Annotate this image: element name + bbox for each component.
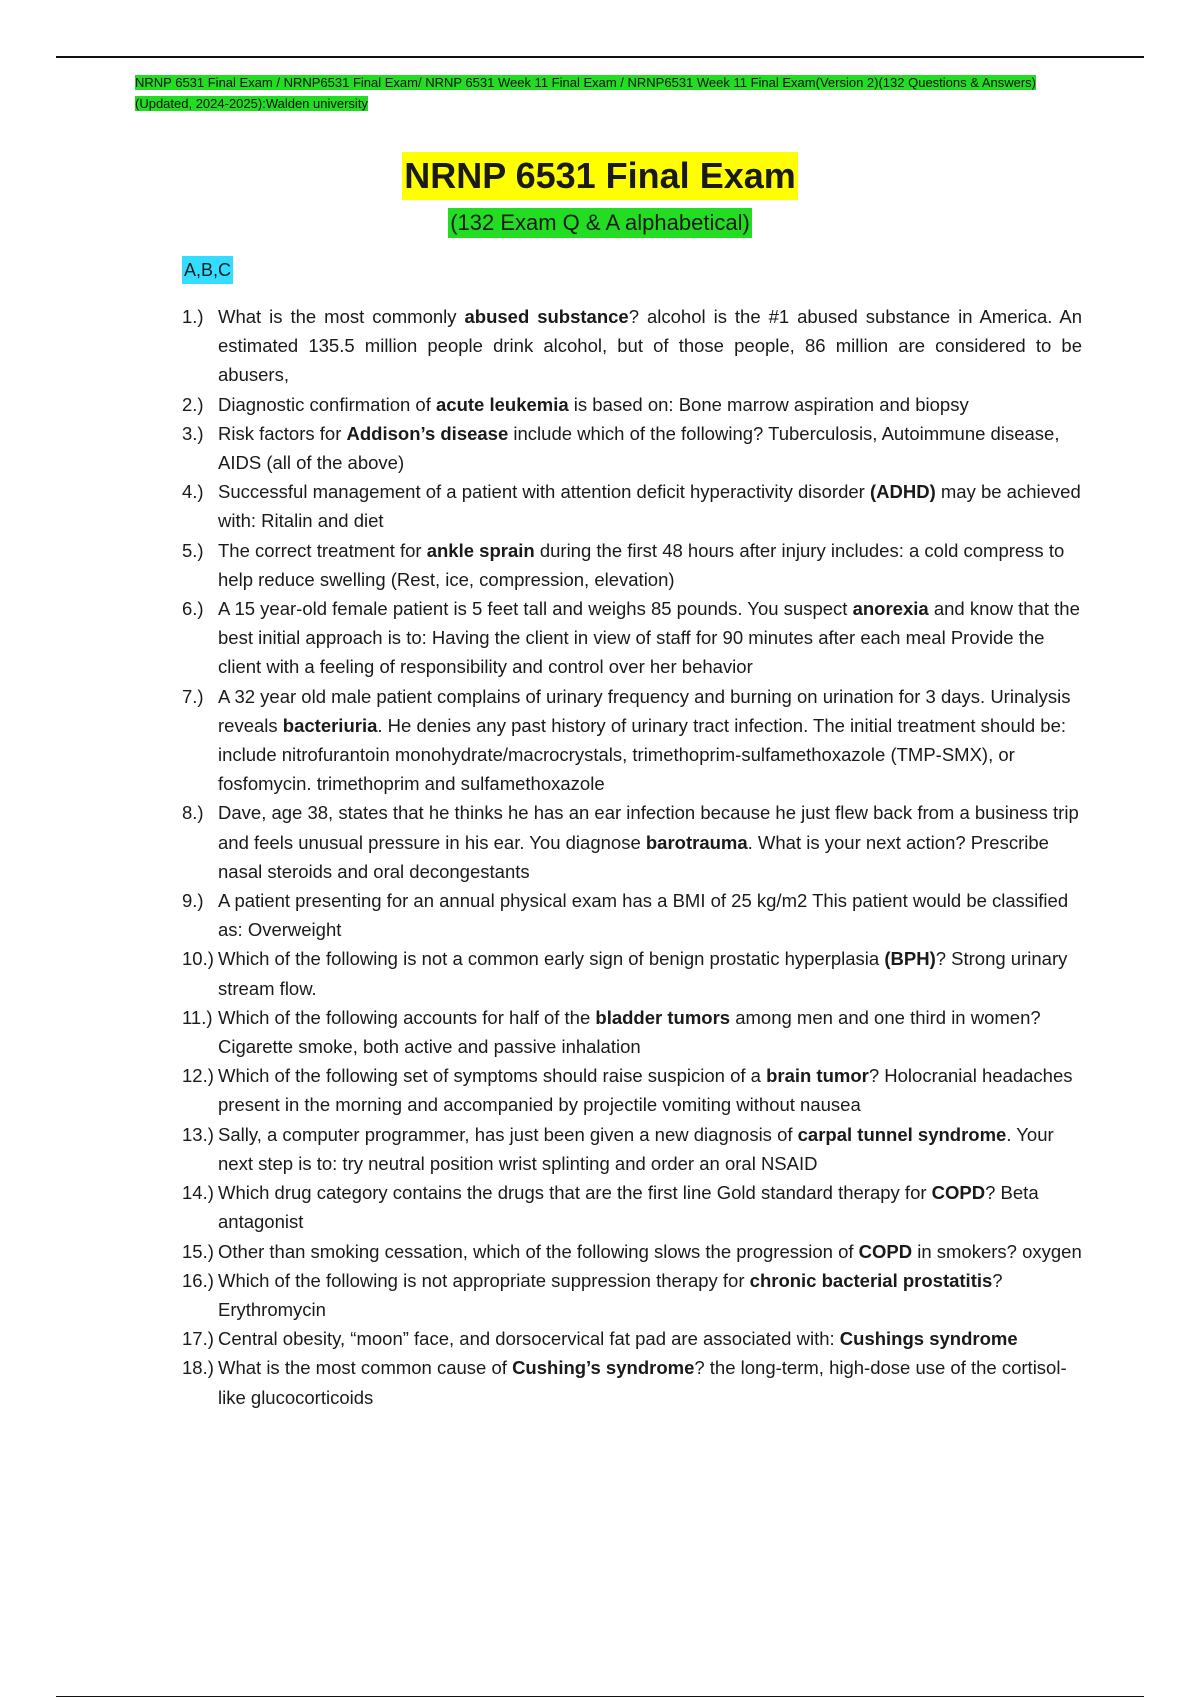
question-keyword: bacteriuria <box>282 714 378 736</box>
question-number: 5.) <box>182 539 204 561</box>
question-text: Central obesity, “moon” face, and dorsocervical fat pad are associated with: <box>218 1328 840 1350</box>
question-text: Diagnostic confirmation of <box>218 393 436 415</box>
question-keyword: acute leukemia <box>436 393 569 415</box>
question-item <box>182 1178 1082 1236</box>
question-number: 11.) <box>182 1006 213 1028</box>
question-keyword: chronic bacterial prostatitis <box>749 1269 993 1291</box>
question-text: Sally, a computer programmer, has just been given a new diagnosis of <box>218 1123 798 1145</box>
question-text: Which of the following accounts for half of the <box>218 1006 596 1028</box>
title-wrap <box>0 152 1200 200</box>
question-number: 4.) <box>182 481 204 503</box>
question-keyword: anorexia <box>852 598 929 620</box>
question-number: 10.) <box>182 948 214 970</box>
question-text: A 15 year-old female patient is 5 feet tall and weighs 85 pounds. You suspect <box>218 598 853 620</box>
header-note <box>135 72 1075 114</box>
question-keyword: COPD <box>931 1182 986 1204</box>
question-item <box>182 419 1082 477</box>
question-number: 6.) <box>182 598 204 620</box>
answer-text: ? Beta antagonist <box>218 1182 1039 1233</box>
page-subtitle: (132 Exam Q & A alphabetical) <box>448 208 752 238</box>
question-keyword: abused substance <box>464 306 629 327</box>
question-item <box>182 1061 1082 1119</box>
question-item <box>182 1003 1082 1061</box>
question-item <box>182 536 1082 594</box>
answer-text: in smokers? oxygen <box>912 1240 1082 1262</box>
question-text: Successful management of a patient with attention deficit hyperactivity disorder <box>218 481 870 503</box>
answer-text: ? Erythromycin <box>218 1269 1003 1320</box>
answer-text: include which of the following? Tuberculosis, Autoimmune disease, AIDS (all of the above) <box>218 422 1060 474</box>
question-keyword: ankle sprain <box>426 539 535 561</box>
question-text: What is the most common cause of <box>218 1357 513 1379</box>
page-title: NRNP 6531 Final Exam <box>402 152 798 200</box>
question-number: 13.) <box>182 1123 214 1145</box>
question-text: Dave, age 38, states that he thinks he has an ear infection because he just flew back from a business trip and feels unusual pressure in his ear. You diagnose <box>218 802 1079 853</box>
question-item <box>182 594 1082 682</box>
question-number: 16.) <box>182 1269 214 1291</box>
question-keyword: barotrauma <box>645 831 748 853</box>
question-text: Which of the following set of symptoms should raise suspicion of a <box>218 1065 767 1087</box>
question-text: A 32 year old male patient complains of urinary frequency and burning on urination for 3 days. Urinalysis reveals <box>218 685 1071 736</box>
question-text: The correct treatment for <box>218 539 427 561</box>
question-item <box>182 886 1082 944</box>
answer-text: . What is your next action? Prescribe nasal steroids and oral decongestants <box>218 831 1049 882</box>
question-number: 15.) <box>182 1240 214 1262</box>
question-item <box>182 390 1082 419</box>
question-number: 12.) <box>182 1065 214 1087</box>
answer-text: during the first 48 hours after injury includes: a cold compress to help reduce swelling (Rest, ice, compression, elevation) <box>218 539 1065 590</box>
question-list <box>182 302 1082 1412</box>
question-number: 8.) <box>182 802 204 824</box>
answer-text: among men and one third in women? Cigarette smoke, both active and passive inhalation <box>218 1006 1041 1058</box>
question-item <box>182 1266 1082 1324</box>
answer-text: ? the long-term, high-dose use of the cortisol-like glucocorticoids <box>218 1357 1067 1408</box>
question-item <box>182 944 1082 1002</box>
question-text: Which of the following is not a common early sign of benign prostatic hyperplasia <box>218 948 885 970</box>
question-item <box>182 798 1082 886</box>
question-number: 17.) <box>182 1328 214 1350</box>
question-number: 18.) <box>182 1357 214 1379</box>
question-item <box>182 1120 1082 1178</box>
question-text: Which drug category contains the drugs that are the first line Gold standard therapy for <box>218 1182 932 1204</box>
answer-text: . Your next step is to: try neutral position wrist splinting and order an oral NSAID <box>218 1123 1054 1174</box>
question-keyword: COPD <box>858 1240 913 1262</box>
answer-text: ? Holocranial headaches present in the morning and accompanied by projectile vomiting without nausea <box>218 1065 1073 1116</box>
answer-text: and know that the best initial approach is to: Having the client in view of staff for 90 minutes after each meal Provide the client with a feeling of responsibility and control over her behavior <box>218 598 1080 678</box>
bottom-rule <box>56 1696 1144 1697</box>
question-number: 1.) <box>182 306 204 327</box>
question-item <box>182 302 1082 390</box>
question-keyword: carpal tunnel syndrome <box>797 1123 1007 1145</box>
question-text: A patient presenting for an annual physical exam has a BMI of 25 kg/m2 This patient would be classified as: Overweight <box>218 890 1069 941</box>
question-keyword: Addison’s disease <box>346 422 509 444</box>
question-item <box>182 477 1082 535</box>
question-text: Other than smoking cessation, which of the following slows the progression of <box>218 1240 859 1262</box>
question-text: Which of the following is not appropriate suppression therapy for <box>218 1269 750 1291</box>
question-item <box>182 1324 1082 1353</box>
subtitle-wrap <box>0 208 1200 238</box>
question-keyword: Cushing’s syndrome <box>512 1357 695 1379</box>
question-keyword: bladder tumors <box>595 1006 731 1028</box>
question-number: 3.) <box>182 422 204 444</box>
answer-text: ? alcohol is the #1 abused substance in America. An estimated 135.5 million people drink alcohol, but of those people, 86 million are considered to be abusers, <box>218 306 1082 386</box>
answer-text: is based on: Bone marrow aspiration and biopsy <box>568 393 969 415</box>
question-keyword: (ADHD) <box>869 481 936 503</box>
question-number: 14.) <box>182 1182 214 1204</box>
question-item <box>182 682 1082 799</box>
header-note-text: NRNP 6531 Final Exam / NRNP6531 Final Exam/ NRNP 6531 Week 11 Final Exam / NRNP6531 Week 11 Final Exam(Version 2)(132 Questions & Answers)(Updated, 2024-2025):Walden university <box>135 75 1036 111</box>
question-number: 2.) <box>182 393 204 415</box>
answer-text: ? Strong urinary stream flow. <box>218 948 1068 999</box>
question-item <box>182 1353 1082 1411</box>
question-text: What is the most commonly <box>218 306 465 327</box>
question-keyword: brain tumor <box>766 1065 869 1087</box>
question-text: Risk factors for <box>218 422 347 444</box>
question-keyword: (BPH) <box>884 948 936 970</box>
question-number: 7.) <box>182 685 204 707</box>
section-label: A,B,C <box>182 256 233 284</box>
top-rule <box>56 56 1144 58</box>
question-item <box>182 1237 1082 1266</box>
question-number: 9.) <box>182 890 204 912</box>
answer-text: may be achieved with: Ritalin and diet <box>218 481 1081 532</box>
question-keyword: Cushings syndrome <box>839 1328 1018 1350</box>
answer-text: . He denies any past history of urinary tract infection. The initial treatment should be: include nitrofurantoin monohydrate/macrocrystals, trimethoprim-sulfamethoxazole (TMP-SMX), or fosfomycin. trimethoprim and sulfamethoxazole <box>218 714 1067 795</box>
